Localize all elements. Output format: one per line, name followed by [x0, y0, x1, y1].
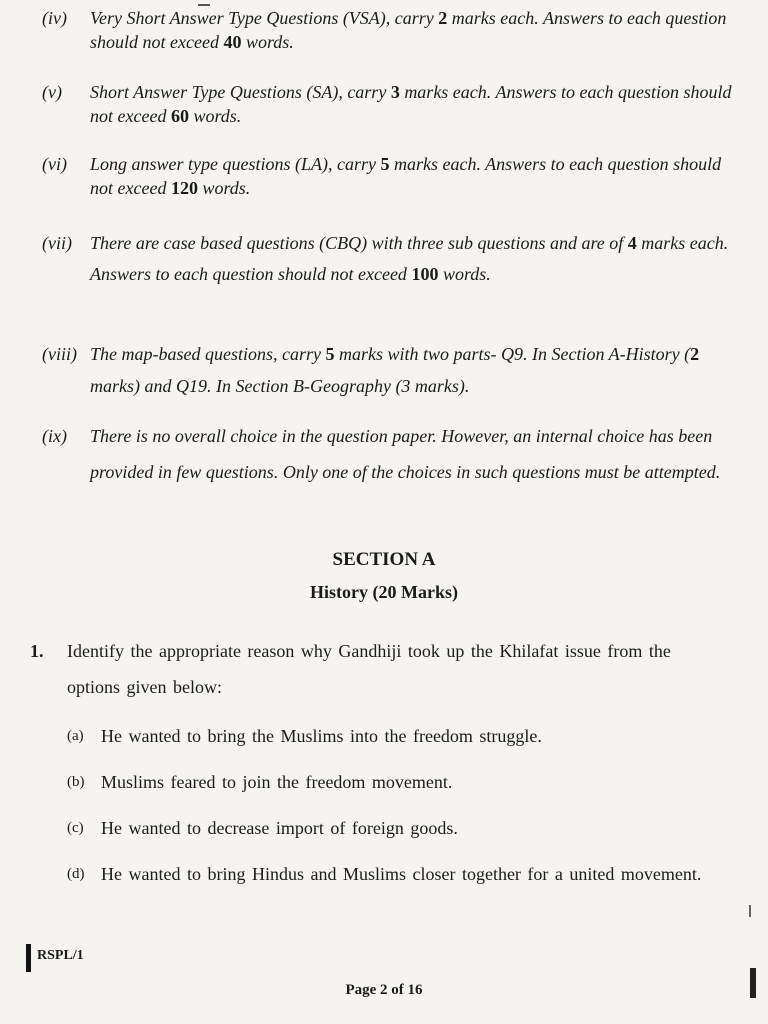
option-text: He wanted to bring Hindus and Muslims closer together for a united movement.: [101, 864, 702, 884]
question-1: [30, 633, 730, 705]
instruction-text: The map-based questions, carry 5 marks with two parts- Q9. In Section A-History (2 marks) and Q19. In Section B-Geography (3 marks).: [90, 344, 700, 396]
instruction-number: (v): [42, 82, 62, 102]
instruction-v: [42, 80, 732, 128]
option-a: [67, 720, 727, 752]
margin-tick-mark: [749, 905, 751, 917]
option-b: [67, 766, 727, 798]
instruction-text: Short Answer Type Questions (SA), carry 3 marks each. Answers to each question should not exceed 60 words.: [90, 82, 732, 126]
option-text: Muslims feared to join the freedom movement.: [101, 772, 453, 792]
instruction-number: (vii): [42, 233, 72, 253]
option-label: (d): [67, 866, 85, 882]
instruction-number: (vi): [42, 154, 67, 174]
question-number: 1.: [30, 641, 44, 661]
option-d: [67, 858, 727, 890]
instruction-text: There are case based questions (CBQ) with three sub questions and are of 4 marks each. Answers to each question should not exceed 100 words.: [90, 233, 729, 284]
paper-code: RSPL/1: [37, 948, 84, 963]
section-title: SECTION A: [332, 549, 436, 570]
option-label: (a): [67, 728, 84, 744]
instruction-ix: [42, 418, 732, 490]
instruction-number: (viii): [42, 344, 77, 364]
instruction-text: Very Short Answer Type Questions (VSA), carry 2 marks each. Answers to each question should not exceed 40 words.: [90, 8, 727, 52]
instruction-number: (iv): [42, 8, 67, 28]
instruction-text: Long answer type questions (LA), carry 5 marks each. Answers to each question should not exceed 120 words.: [90, 154, 722, 198]
instruction-iv: [42, 6, 732, 54]
option-c: [67, 812, 727, 844]
page-number: Page 2 of 16: [345, 982, 423, 998]
option-label: (b): [67, 774, 85, 790]
instruction-viii: [42, 338, 732, 402]
option-text: He wanted to bring the Muslims into the freedom struggle.: [101, 726, 542, 746]
question-text: Identify the appropriate reason why Gandhiji took up the Khilafat issue from the options given below:: [67, 641, 671, 697]
page-edge-mark: [750, 968, 756, 998]
code-bar-mark: [26, 944, 31, 972]
option-label: (c): [67, 820, 84, 836]
instruction-text: There is no overall choice in the question paper. However, an internal choice has been provided in few questions. Only one of the choices in such questions must be attempted.: [90, 426, 721, 482]
option-text: He wanted to decrease import of foreign goods.: [101, 818, 458, 838]
instruction-vi: [42, 152, 732, 200]
section-subtitle: History (20 Marks): [310, 582, 458, 602]
instruction-vii: [42, 228, 732, 290]
instruction-number: (ix): [42, 426, 67, 446]
